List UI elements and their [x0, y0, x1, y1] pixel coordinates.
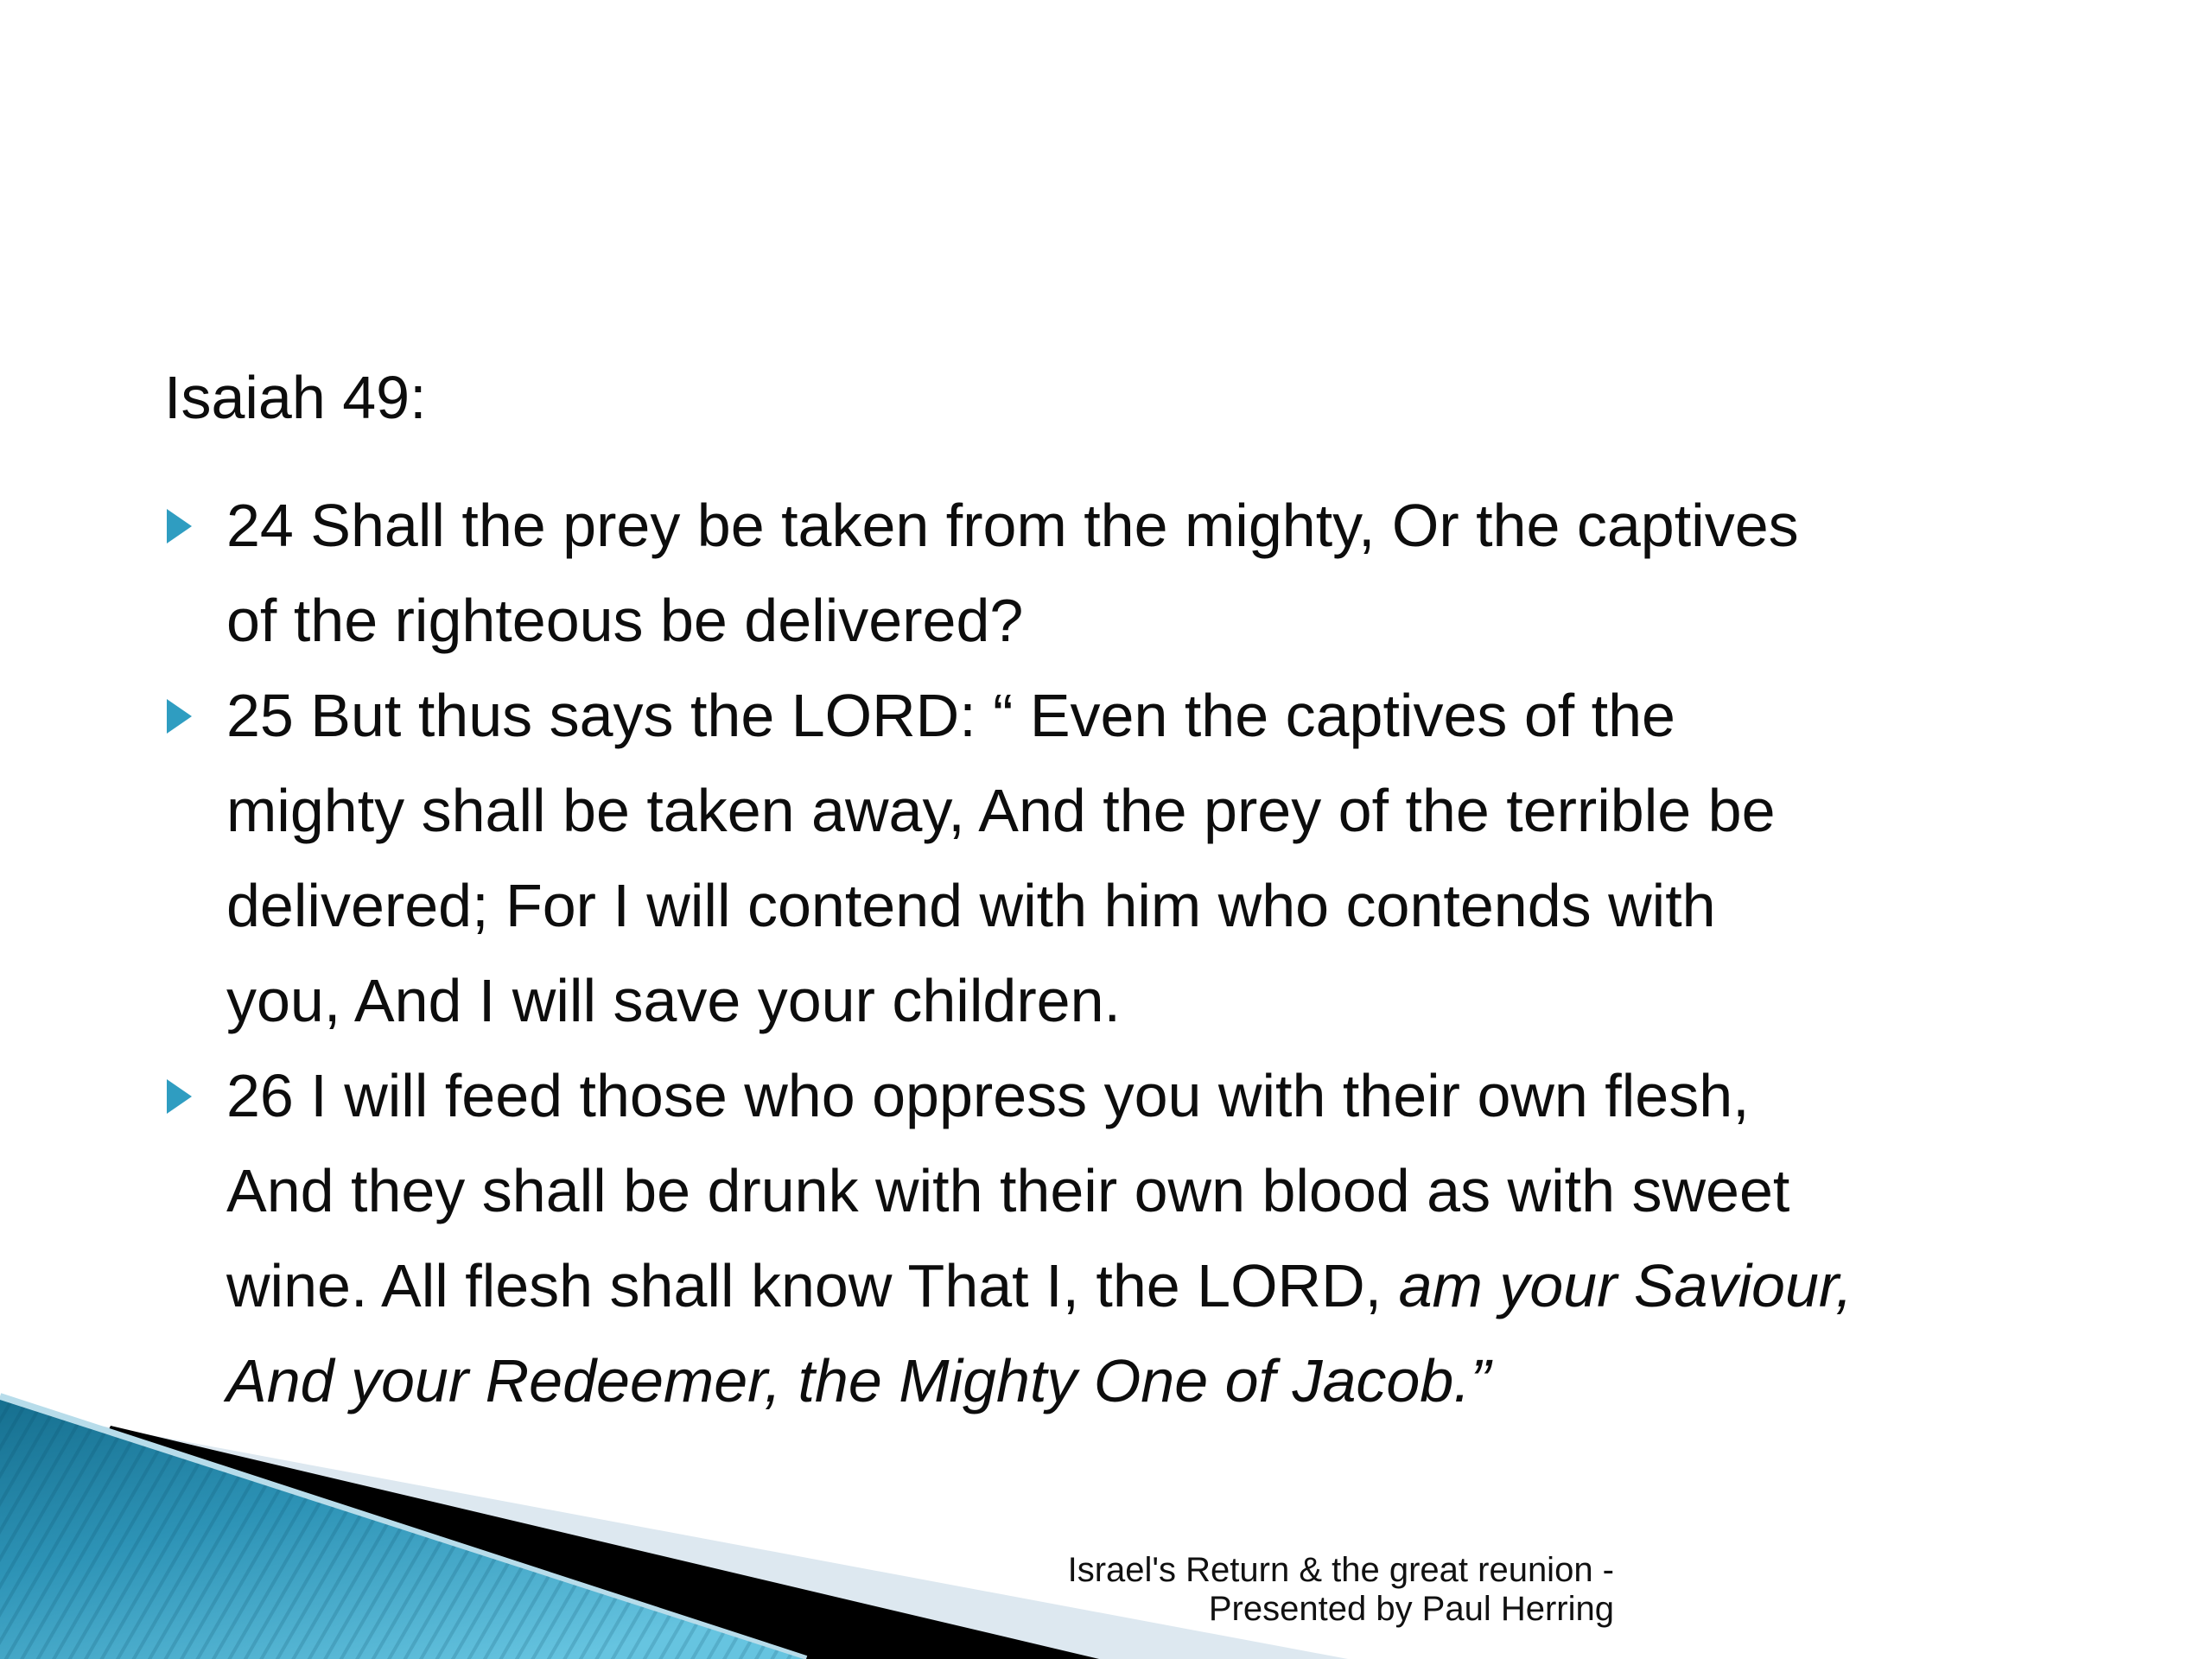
- bullet-arrow-icon: [167, 509, 192, 543]
- bullet-item-verse-26: [164, 1048, 2143, 1428]
- verse-text: mighty shall be taken away, And the prey of the terrible be: [226, 777, 1776, 844]
- bullet-line: [226, 953, 2143, 1048]
- verse-text: wine. All flesh shall know That I, the LORD,: [226, 1252, 1399, 1319]
- bullet-line: [226, 1238, 2143, 1333]
- footer-credit: [1068, 1551, 1614, 1629]
- footer-line-2: Presented by Paul Herring: [1208, 1590, 1614, 1628]
- verse-text: delivered; For I will contend with him who contends with: [226, 872, 1716, 939]
- bullet-line: [226, 668, 2143, 763]
- verse-text-italic: am your Saviour,: [1398, 1252, 1853, 1319]
- verse-text: of the righteous be delivered?: [226, 587, 1024, 654]
- bullet-arrow-icon: [167, 699, 192, 734]
- bullet-line: [226, 763, 2143, 858]
- bullet-line: [226, 858, 2143, 953]
- bullet-list: [164, 478, 2143, 1428]
- slide-title: Isaiah 49:: [164, 364, 427, 431]
- bullet-line: [226, 1048, 2143, 1143]
- bullet-arrow-icon: [167, 1079, 192, 1114]
- bullet-item-verse-24: [164, 478, 2143, 668]
- bullet-line: [226, 478, 2143, 573]
- teal-wedge-stripes: [0, 1400, 804, 1659]
- verse-text: 26 I will feed those who oppress you with their own flesh,: [226, 1062, 1750, 1129]
- bullet-item-verse-25: [164, 668, 2143, 1048]
- bullet-line: [226, 573, 2143, 668]
- verse-text: And they shall be drunk with their own blood as with sweet: [226, 1157, 1790, 1224]
- bullet-line: [226, 1143, 2143, 1238]
- verse-text-italic: And your Redeemer, the Mighty One of Jacob.”: [226, 1347, 1491, 1414]
- verse-text: 24 Shall the prey be taken from the mighty, Or the captives: [226, 492, 1799, 559]
- verse-text: 25 But thus says the LORD: “ Even the captives of the: [226, 682, 1675, 749]
- slide-body-text: [164, 350, 2143, 1428]
- footer-line-1: Israel's Return & the great reunion -: [1067, 1551, 1614, 1589]
- verse-text: you, And I will save your children.: [226, 967, 1121, 1034]
